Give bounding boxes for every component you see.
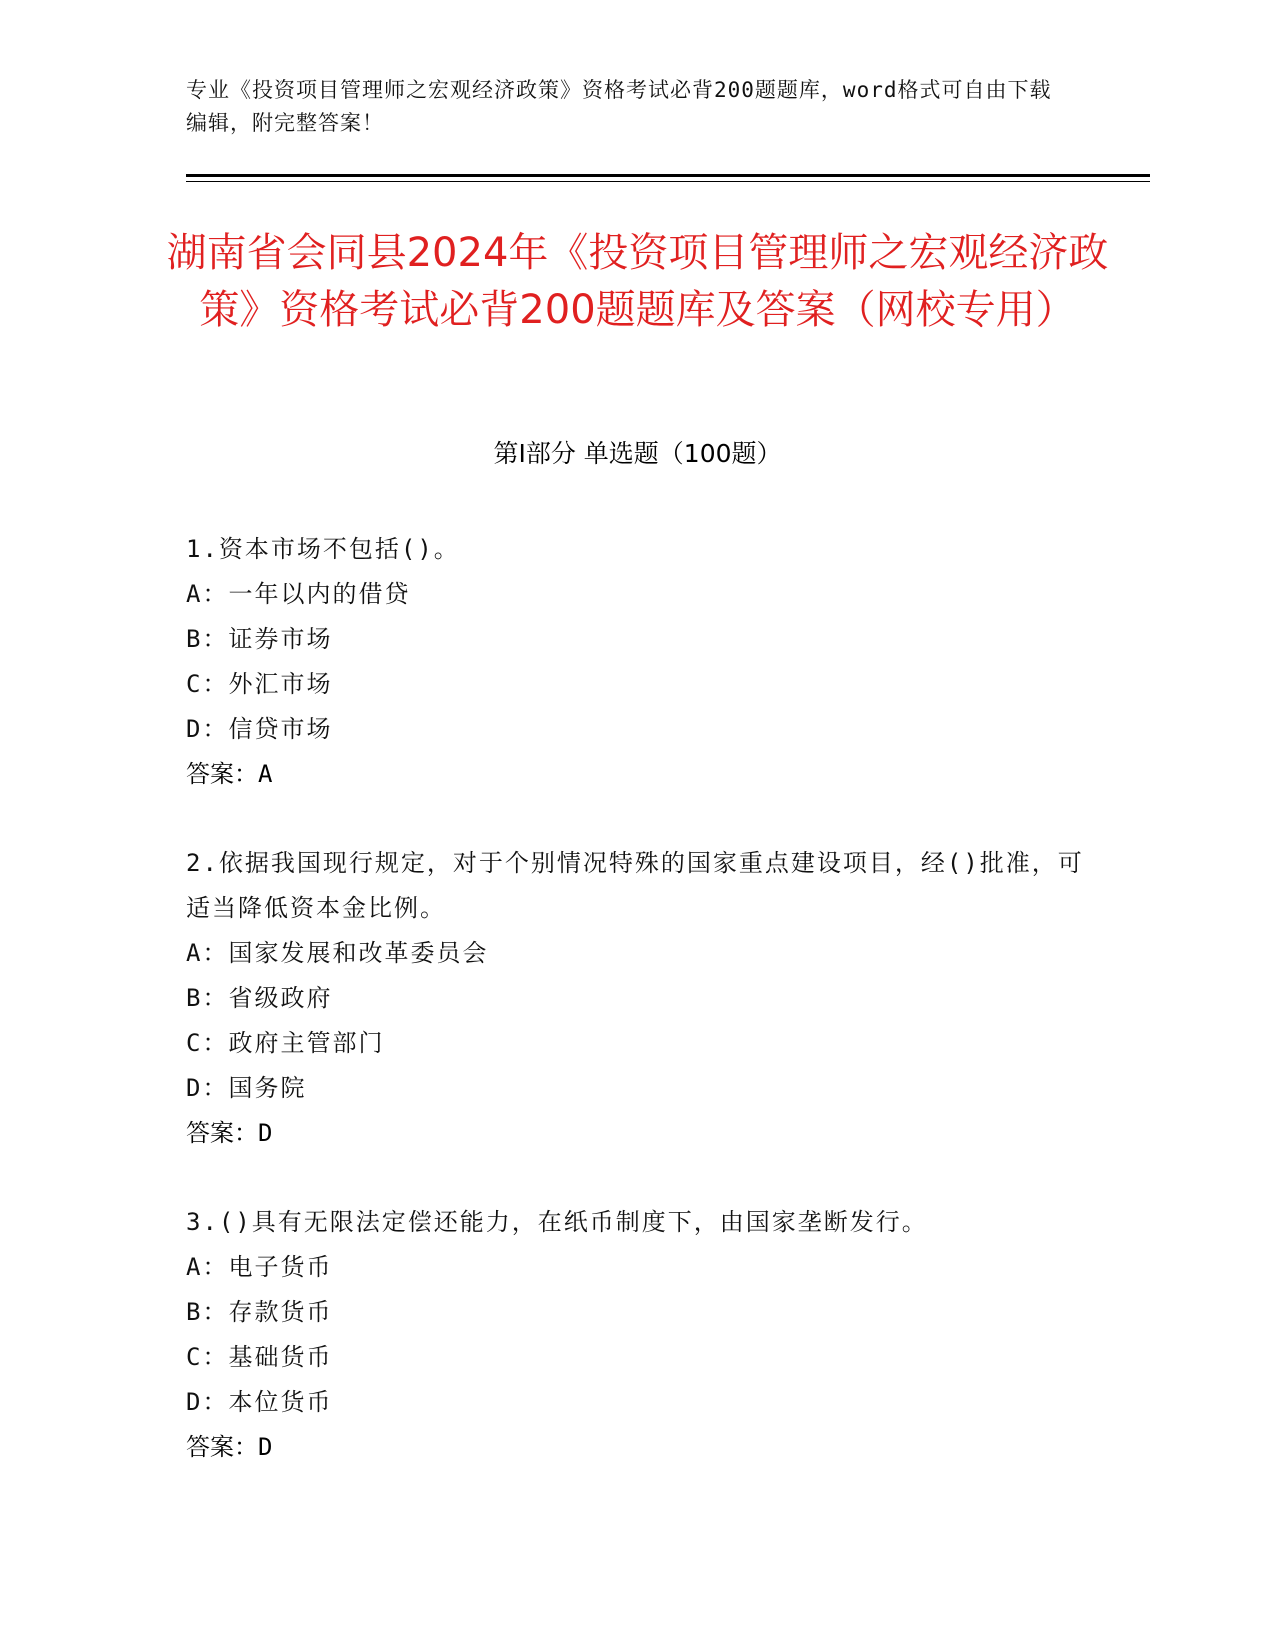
question-2 bbox=[186, 841, 1086, 1156]
header-rule-thin bbox=[186, 181, 1150, 182]
header-rule-thick bbox=[186, 174, 1150, 177]
answer-label: 答案： bbox=[186, 1433, 258, 1461]
question-stem: 2.依据我国现行规定，对于个别情况特殊的国家重点建设项目，经()批准，可适当降低资本金比例。 bbox=[186, 849, 1084, 922]
answer-line bbox=[186, 752, 1086, 797]
option-b: B：存款货币 bbox=[186, 1298, 333, 1326]
answer-line bbox=[186, 1425, 1086, 1470]
question-list bbox=[186, 527, 1086, 1514]
option-d: D：国务院 bbox=[186, 1074, 307, 1102]
option-a: A：电子货币 bbox=[186, 1253, 333, 1281]
option-a: A：国家发展和改革委员会 bbox=[186, 939, 489, 967]
question-1 bbox=[186, 527, 1086, 797]
option-c: C：外汇市场 bbox=[186, 670, 333, 698]
answer-value: D bbox=[258, 1119, 273, 1147]
answer-label: 答案： bbox=[186, 1119, 258, 1147]
option-d: D：本位货币 bbox=[186, 1388, 333, 1416]
question-3 bbox=[186, 1200, 1086, 1470]
option-d: D：信贷市场 bbox=[186, 715, 333, 743]
answer-label: 答案： bbox=[186, 760, 258, 788]
answer-line bbox=[186, 1111, 1086, 1156]
section-title: 第Ⅰ部分 单选题（100题） bbox=[493, 439, 782, 468]
document-title: 湖南省会同县2024年《投资项目管理师之宏观经济政策》资格考试必背200题题库及答案（网校专用） bbox=[166, 230, 1109, 333]
option-c: C：政府主管部门 bbox=[186, 1029, 385, 1057]
answer-value: D bbox=[258, 1433, 273, 1461]
option-b: B：省级政府 bbox=[186, 984, 333, 1012]
option-b: B：证券市场 bbox=[186, 625, 333, 653]
question-stem: 3.()具有无限法定偿还能力，在纸币制度下，由国家垄断发行。 bbox=[186, 1208, 928, 1236]
answer-value: A bbox=[258, 760, 273, 788]
question-stem: 1.资本市场不包括()。 bbox=[186, 535, 460, 563]
header-note: 专业《投资项目管理师之宏观经济政策》资格考试必背200题题库，word格式可自由下载编辑，附完整答案！ bbox=[186, 78, 1052, 135]
option-c: C：基础货币 bbox=[186, 1343, 333, 1371]
option-a: A：一年以内的借贷 bbox=[186, 580, 411, 608]
